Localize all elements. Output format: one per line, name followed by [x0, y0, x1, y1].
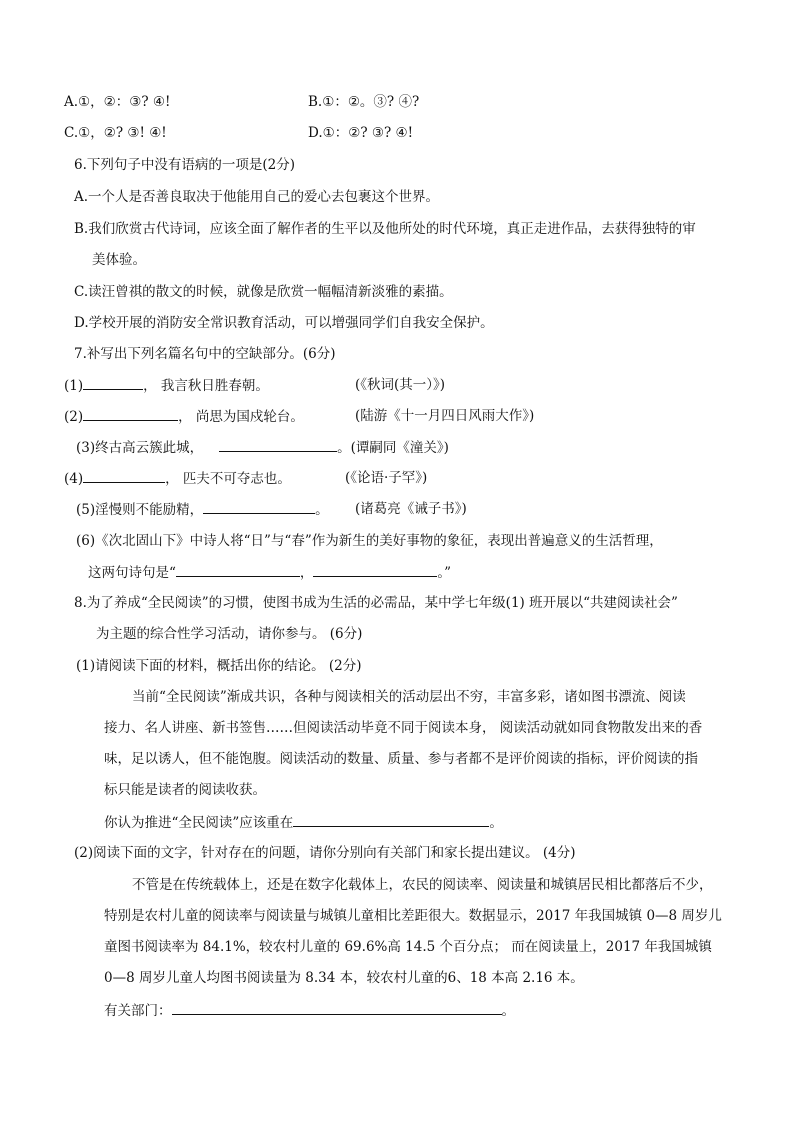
q8-p1-line2: 接力、名人讲座、新书签售……但阅读活动毕竟不同于阅读本身， 阅读活动就如同食物散发出来的香 [104, 720, 703, 736]
q8-stem-line1: 8.为了养成“全民阅读”的习惯，使图书成为生活的必需品，某中学七年级(1) 班开展以“共建阅读社会” [74, 595, 678, 611]
q8-p1-line4: 标只能是读者的阅读收获。 [104, 782, 266, 798]
q7-item-6: (6)《次北固山下》中诗人将“日”与“春”作为新生的美好事物的象征，表现出普遍意义的生活哲理， [76, 533, 663, 549]
q7-item-2-source: (陆游《十一月四日风雨大作》) [355, 408, 535, 424]
q7-item-6-start: 这两句诗句是“ [88, 565, 176, 581]
q8-answer-1-end: 。 [489, 815, 503, 831]
option-d: D.①：②? ③? ④! [308, 125, 414, 141]
q7-item-2 [64, 406, 304, 427]
option-a: A.①，②：③? ④! [64, 94, 171, 110]
q8-p1-line3: 味，足以诱人，但不能饱腹。阅读活动的数量、质量、参与者都不是评价阅读的指标，评价阅读的指 [104, 751, 698, 767]
q6-option-c: C.读汪曾祺的散文的时候，就像是欣赏一幅幅清新淡雅的素描。 [74, 284, 453, 300]
q8-blank-2[interactable] [172, 1000, 502, 1015]
q7-item-1-source: (《秋词(其一）》) [355, 377, 446, 393]
q8-p1-line1: 当前“全民阅读”渐成共识，各种与阅读相关的活动层出不穷，丰富多彩，诸如图书漂流、阅读 [132, 689, 686, 705]
q7-item-6-mid: ， [299, 565, 314, 581]
q8-p2-line4: 0—8 周岁儿童人均图书阅读量为 8.34 本，较农村儿童的6、18 本高 2.16 本。 [104, 970, 584, 986]
q7-item-6-end: 。” [437, 565, 452, 581]
q8-blank-1[interactable] [293, 812, 489, 827]
q7-item-5-source: (诸葛亮《诫子书》) [355, 501, 467, 517]
q8-p2-line3: 童图书阅读率为 84.1%，较农村儿童的 69.6%高 14.5 个百分点； 而在阅读量上，2017 年我国城镇 [104, 939, 712, 955]
q8-sub2: (2)阅读下面的文字，针对存在的问题，请你分别向有关部门和家长提出建议。 (4分) [74, 845, 576, 861]
q8-p2-line1: 不管是在传统载体上，还是在数字化载体上，农民的阅读率、阅读量和城镇居民相比都落后不少， [132, 877, 713, 893]
q7-blank-3[interactable] [219, 437, 337, 452]
q7-item-5-end: 。 [315, 502, 329, 518]
q7-blank-2[interactable] [83, 406, 178, 421]
q8-answer-2-end: 。 [501, 1003, 515, 1019]
q7-item-4 [64, 468, 291, 489]
q8-answer-2 [104, 1000, 515, 1021]
q6-option-d: D.学校开展的消防安全常识教育活动，可以增强同学们自我安全保护。 [74, 315, 494, 331]
q7-item-3 [76, 437, 449, 458]
q6-option-b-line2: 美体验。 [92, 252, 146, 268]
q8-answer-1 [104, 812, 503, 833]
q7-item-4-source: (《论语·子罕》) [345, 470, 428, 486]
q7-item-3-text: (3)终古高云簇此城， [76, 440, 204, 456]
q7-item-1 [64, 375, 269, 396]
q7-item-1-text: ， 我言秋日胜春朝。 [143, 378, 269, 394]
q7-item-3-end: 。(谭嗣同《潼关》) [337, 440, 449, 456]
q7-blank-6a[interactable] [176, 562, 300, 577]
q7-item-2-num: (2) [64, 409, 84, 425]
q7-item-4-num: (4) [64, 471, 84, 487]
option-b: B.①：②。③? ④? [308, 94, 420, 110]
q6-option-b-line1: B.我们欣赏古代诗词，应该全面了解作者的生平以及他所处的时代环境，真正走进作品，去获得独特的审 [74, 221, 696, 237]
q6-stem: 6.下列句子中没有语病的一项是(2分) [74, 157, 296, 173]
q7-item-4-text: ， 匹夫不可夺志也。 [165, 471, 291, 487]
q8-sub1: (1)请阅读下面的材料，概括出你的结论。 (2分) [76, 658, 362, 674]
q7-blank-5[interactable] [203, 499, 315, 514]
q8-p2-line2: 特别是农村儿童的阅读率与阅读量与城镇儿童相比差距很大。数据显示，2017 年我国城镇 0—8 周岁儿 [104, 908, 722, 924]
q6-option-a: A.一个人是否善良取决于他能用自己的爱心去包裹这个世界。 [74, 189, 440, 205]
q7-blank-6b[interactable] [313, 562, 437, 577]
q7-item-5 [76, 499, 329, 520]
q8-stem-line2: 为主题的综合性学习活动，请你参与。 (6分) [96, 626, 363, 642]
q8-answer-1-prompt: 你认为推进“全民阅读”应该重在 [104, 815, 294, 831]
q7-stem: 7.补写出下列名篇名句中的空缺部分。(6分) [74, 346, 336, 362]
q7-item-6-answer [88, 562, 451, 583]
q7-blank-4[interactable] [83, 468, 165, 483]
q7-item-5-text: (5)淫慢则不能励精， [76, 502, 204, 518]
q7-item-1-num: (1) [64, 378, 84, 394]
q7-blank-1[interactable] [83, 375, 143, 390]
q7-item-2-text: ， 尚思为国戍轮台。 [178, 409, 304, 425]
q8-answer-2-prompt: 有关部门： [104, 1003, 172, 1019]
option-c: C.①，②? ③! ④! [64, 125, 167, 141]
